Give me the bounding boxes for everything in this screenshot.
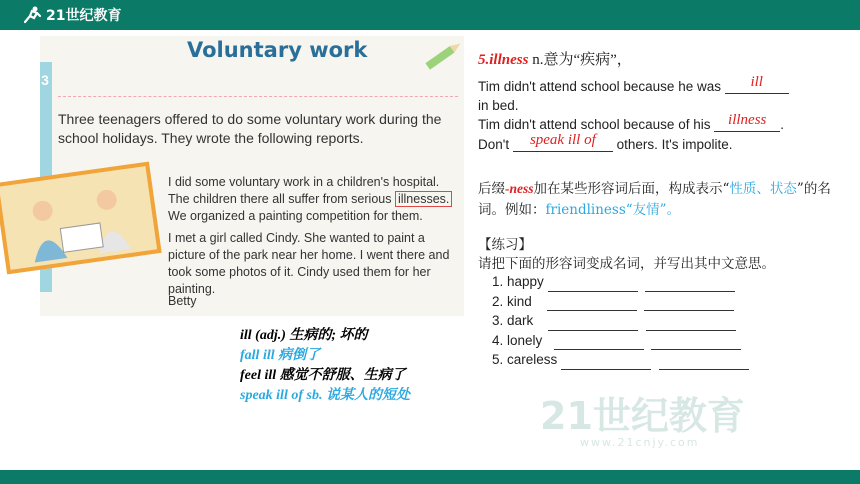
answer-1: ill xyxy=(750,74,763,90)
pencil-icon xyxy=(424,38,464,72)
book-report xyxy=(168,174,458,303)
report-paragraph-1: I did some voluntary work in a children's hospital. The children there all suffer from serious illnesses. We organized a painting competition for them. xyxy=(168,174,458,225)
note-feel-ill: feel ill 感觉不舒服、生病了 xyxy=(240,368,406,383)
blank-meaning[interactable] xyxy=(646,318,736,331)
children-painting-illustration xyxy=(0,166,157,270)
exercise-title: 【练习】 xyxy=(478,237,532,253)
blank-meaning[interactable] xyxy=(644,298,734,311)
sentence-2: Tim didn't attend school because of his illness . xyxy=(478,112,784,132)
ill-usage-notes xyxy=(240,326,410,406)
blank-noun[interactable] xyxy=(548,318,638,331)
watermark-url: www.21cnjy.com xyxy=(580,436,700,449)
book-intro: Three teenagers offered to do some voluntary work during the school holidays. They wrote the following reports. xyxy=(58,111,442,146)
bottom-banner xyxy=(0,470,860,484)
top-banner xyxy=(0,0,860,30)
exercise-item: 2. kind xyxy=(492,292,749,312)
vocab-word: 5.illness xyxy=(478,52,529,68)
blank-noun[interactable] xyxy=(548,279,638,292)
answer-blank-1 xyxy=(725,74,789,94)
exercise-item: 4. lonely xyxy=(492,331,749,351)
blank-meaning[interactable] xyxy=(659,357,749,370)
answer-blank-3 xyxy=(513,132,613,152)
blank-noun[interactable] xyxy=(561,357,651,370)
watermark xyxy=(540,385,745,449)
exercise-item: 1. happy xyxy=(492,272,749,292)
blank-noun[interactable] xyxy=(547,298,637,311)
blank-noun[interactable] xyxy=(554,337,644,350)
note-fall-ill: fall ill 病倒了 xyxy=(240,348,321,363)
vocab-meaning: n.意为“疾病”， xyxy=(528,52,632,68)
answer-3: speak ill of xyxy=(529,132,596,148)
highlight-illnesses: illnesses. xyxy=(395,191,452,207)
brand-logo xyxy=(22,4,121,26)
answer-2: illness xyxy=(728,112,767,128)
suffix-ness: -ness xyxy=(505,181,534,196)
note-speak-ill: speak ill of sb. 说某人的短处 xyxy=(240,388,410,403)
exercise-list xyxy=(492,272,749,370)
exercise-item: 3. dark xyxy=(492,311,749,331)
blank-meaning[interactable] xyxy=(645,279,735,292)
blank-meaning[interactable] xyxy=(651,337,741,350)
sentence-1: Tim didn't attend school because he was ill xyxy=(478,79,789,94)
page-tab: 3 xyxy=(40,62,52,292)
report-paragraph-2: I met a girl called Cindy. She wanted to paint a picture of the park near her home. I went there and took some photos of it. Cindy used them for her painting. xyxy=(168,231,450,296)
divider xyxy=(58,96,458,97)
logo-text: 21世纪教育 xyxy=(46,8,122,24)
report-author: Betty xyxy=(168,294,197,308)
sentence-1-end: in bed. xyxy=(478,98,519,113)
note-ill-adj: ill (adj.) 生病的; 坏的 xyxy=(240,328,368,343)
vocab-heading xyxy=(478,48,632,69)
watermark-text: 21世纪教育 xyxy=(540,394,745,438)
suffix-explanation: 后缀-ness加在某些形容词后面，构成表示“性质、状态”的名词。例如：friendliness“友情”。 xyxy=(478,181,831,218)
book-title: Voluntary work xyxy=(187,38,368,62)
exercise-instruction: 请把下面的形容词变成名词，并写出其中文意思。 xyxy=(478,256,775,272)
runner-icon xyxy=(22,6,42,24)
answer-blank-2 xyxy=(714,112,780,132)
exercise-item: 5. careless xyxy=(492,350,749,370)
sentence-3: Don't speak ill of others. It's impolite. xyxy=(478,132,733,152)
